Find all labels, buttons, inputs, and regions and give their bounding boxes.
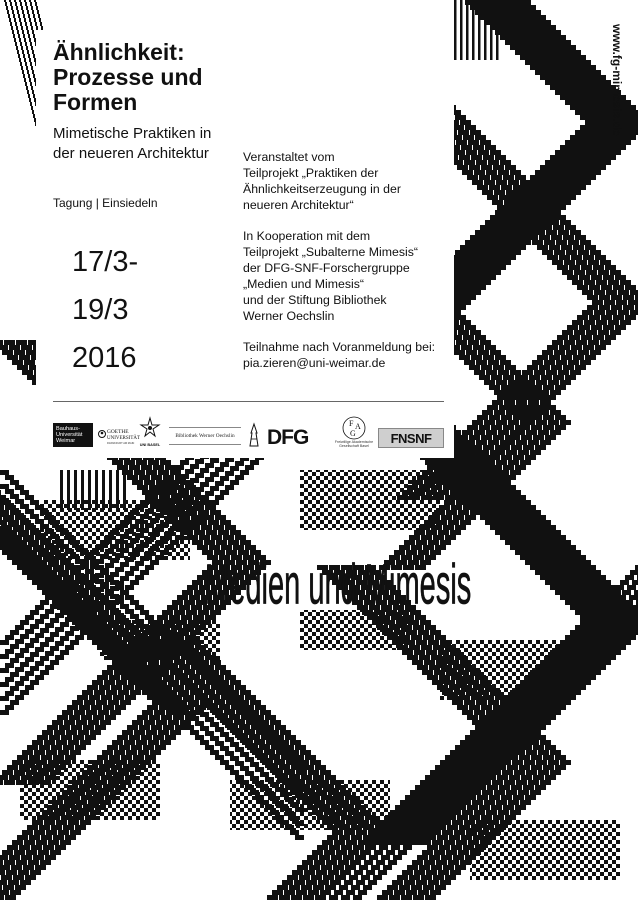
- subtitle-line: der neueren Architektur: [53, 145, 209, 162]
- divider: [53, 401, 444, 402]
- headline: [205, 555, 609, 625]
- cooperation-line: der DFG-SNF-Forschergruppe: [243, 261, 410, 275]
- fag-emblem-icon: [342, 416, 366, 440]
- organizer-info: [243, 149, 463, 386]
- event-type-location: Tagung | Einsiedeln: [53, 196, 158, 210]
- fag-caption-line: Freiwillige Akademische: [334, 440, 374, 444]
- uni-basel-logo: [139, 417, 161, 451]
- bauhaus-logo-line: Bauhaus-: [56, 426, 80, 432]
- organizer-line: neueren Architektur“: [243, 198, 354, 212]
- fag-logo: [333, 413, 375, 451]
- bauhaus-logo-line: Weimar: [56, 438, 76, 444]
- organizer-line: Teilprojekt „Praktiken der: [243, 166, 379, 180]
- organizer-line: Ähnlichkeitserzeugung in der: [243, 182, 401, 196]
- oechslin-library-logo: Bibliothek Werner Oechslin: [169, 427, 241, 445]
- organizer-line: Veranstaltet vom: [243, 150, 335, 164]
- tower-icon: [248, 423, 260, 447]
- headline-text: Medien und Mimesis: [205, 553, 472, 617]
- date-line: 19/3: [72, 294, 129, 326]
- registration-line: Teilnahme nach Voranmeldung bei:: [243, 340, 436, 354]
- fns-snf-logo: FNSNF: [378, 428, 444, 448]
- title-line: Prozesse und: [53, 64, 203, 90]
- logo-row: [53, 413, 445, 451]
- cooperation-line: „Medien und Mimesis“: [243, 277, 364, 291]
- dfg-logo: DFG: [267, 426, 309, 449]
- website-url-text: www.fg-mimesis.de: [610, 24, 624, 136]
- bauhaus-logo: [53, 423, 93, 447]
- cooperation-line: Teilprojekt „Subalterne Mimesis“: [243, 245, 418, 259]
- cooperation-block: [243, 228, 463, 324]
- event-title: [53, 40, 283, 115]
- goethe-university-logo: [98, 425, 141, 447]
- cooperation-line: und der Stiftung Bibliothek: [243, 293, 387, 307]
- fag-letter: A: [355, 422, 361, 431]
- title-line: Formen: [53, 89, 138, 115]
- bauhaus-logo-line: Universität: [56, 432, 83, 438]
- fag-caption: [335, 440, 373, 448]
- registration-block: [243, 339, 463, 371]
- cooperation-line: In Kooperation mit dem: [243, 229, 371, 243]
- subtitle-line: Mimetische Praktiken in: [53, 125, 212, 142]
- fag-caption-line: Gesellschaft Basel: [339, 444, 369, 448]
- goethe-logo-line: UNIVERSITÄT: [107, 436, 141, 441]
- fag-letter: G: [350, 429, 356, 438]
- event-dates: [72, 238, 138, 382]
- date-line: 17/3-: [72, 246, 139, 278]
- website-url: [610, 24, 626, 136]
- basel-logo-text: UNI BASEL: [139, 443, 161, 447]
- cooperation-line: Werner Oechslin: [243, 309, 335, 323]
- fag-letter: F: [349, 419, 354, 428]
- event-subtitle: [53, 124, 253, 164]
- goethe-logo-line: FRANKFURT AM MAIN: [107, 442, 135, 445]
- organizer-block: [243, 149, 463, 213]
- title-line: Ähnlichkeit:: [53, 39, 185, 65]
- bauhaus-logo-text: [56, 426, 82, 444]
- goethe-logo-line: GOETHE: [107, 429, 129, 435]
- date-line: 2016: [72, 342, 137, 374]
- registration-email: pia.zieren@uni-weimar.de: [243, 356, 386, 370]
